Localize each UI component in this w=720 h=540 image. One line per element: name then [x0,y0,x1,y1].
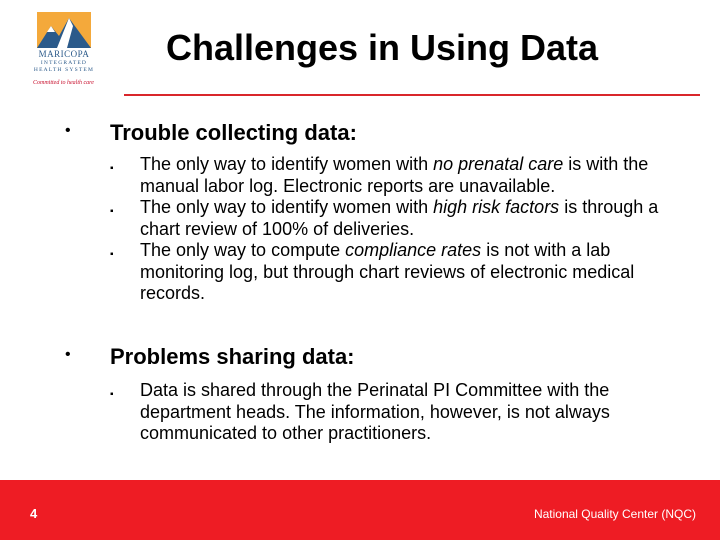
logo-subtitle-line2: HEALTH SYSTEM [33,67,95,73]
logo-tagline: Committed to health care [33,80,94,86]
item-text: is with the manual labor log. Electronic reports are unavailable. [140,154,649,196]
mountain-logo-icon [37,12,91,48]
maricopa-logo [33,12,93,92]
list-item [110,380,670,445]
list-item [110,240,670,305]
item-text: is not with a lab monitoring log, but through chart reviews of electronic medical records. [140,240,635,303]
slide-title: Challenges in Using Data [165,27,599,68]
list-item [110,197,670,240]
item-text: is through a chart review of 100% of deliveries. [140,197,659,239]
item-emphasis: compliance rates [345,240,482,260]
page-number: 4 [30,506,38,521]
section-heading-collecting: Trouble collecting data: [110,120,357,145]
logo-name: MARICOPA [38,49,90,59]
sub-bullet: ▪ [110,163,114,174]
section-bullet: • [65,346,71,363]
footer-bar [0,480,720,540]
list-item [110,154,670,197]
collecting-list [110,154,670,305]
sub-bullet: ▪ [110,389,114,400]
item-emphasis: high risk factors [433,197,560,217]
item-text: The only way to identify women with [140,154,434,174]
title-divider [124,94,700,96]
section-heading-sharing: Problems sharing data: [110,344,355,369]
item-text: The only way to identify women with [140,197,434,217]
sub-bullet: ▪ [110,206,114,217]
item-text: The only way to compute [140,240,346,260]
logo-subtitle-line1: INTEGRATED [40,60,88,66]
section-bullet: • [65,122,71,139]
sharing-list [110,380,670,445]
footer-organization: National Quality Center (NQC) [533,507,696,521]
item-text: Data is shared through the Perinatal PI Committee with the department heads. The information, however, is not always communicated to other practitioners. [140,380,610,443]
sub-bullet: ▪ [110,249,114,260]
item-emphasis: no prenatal care [433,154,564,174]
